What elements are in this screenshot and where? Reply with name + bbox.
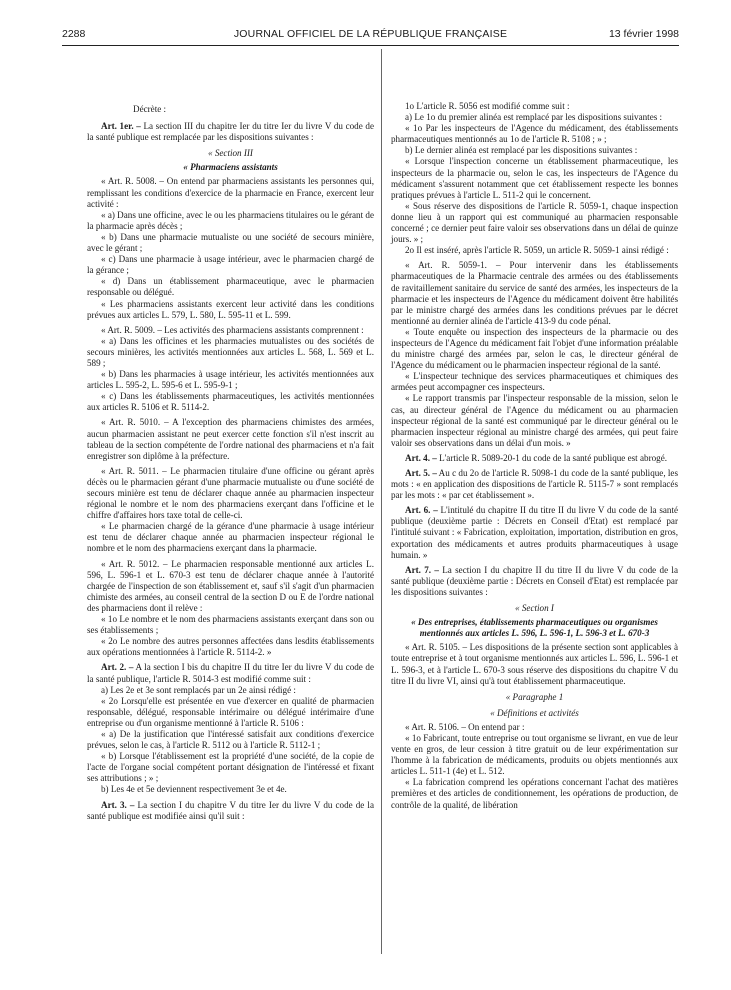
publication-date: 13 février 1998 <box>608 28 679 40</box>
paragraph-text: 1o L'article R. 5056 est modifié comme suit : <box>405 101 570 111</box>
paragraph <box>87 614 374 636</box>
paragraph <box>391 101 678 112</box>
column-separator <box>381 49 382 954</box>
paragraph <box>391 642 678 686</box>
paragraph <box>391 260 678 327</box>
paragraph <box>391 327 678 371</box>
paragraph-text: « La fabrication comprend les opérations concernant l'achat des matières premières et des articles de conditionnement, les opérations de production, de contrôle de la qualité, de libération <box>391 777 678 810</box>
paragraph <box>391 123 678 145</box>
paragraph-text: « 2o Le nombre des autres personnes affectées dans lesdits établissements aux opérations mentionnées à l'article R. 5114-2. » <box>87 636 374 658</box>
paragraph <box>87 466 374 521</box>
paragraph <box>87 417 374 461</box>
paragraph-text: « a) Dans les officines et les pharmacies mutualistes ou des sociétés de secours minières, les activités mentionnées aux articles L. 568, L. 569 et L. 589 ; <box>87 335 374 368</box>
paragraph <box>391 722 678 733</box>
paragraph <box>391 617 678 639</box>
paragraph-text: « c) Dans une pharmacie à usage intérieur, avec le pharmacien chargé de la gérance ; <box>87 254 374 276</box>
paragraph-text: « Art. R. 5009. – Les activités des pharmaciens assistants comprennent : <box>101 324 364 335</box>
paragraph-text: « c) Dans les établissements pharmaceutiques, les activités mentionnées aux articles R. 5106 et R. 5114-2. <box>87 391 374 413</box>
paragraph <box>87 696 374 729</box>
paragraph-text: « d) Dans un établissement pharmaceutique, avec le pharmacien responsable ou délégué. <box>87 276 374 298</box>
paragraph <box>87 104 374 115</box>
paragraph-text: A la section I bis du chapitre II du titre Ier du livre V du code de la santé publique, l'article R. 5014-3 est modifié comme suit : <box>87 662 375 684</box>
paragraph-text: « Art. R. 5059-1. – Pour intervenir dans les établissements pharmaceutiques de la Pharmacie centrale des armées ou des établissements de ravitaillement sanitaire du service de santé des armées, les inspecteurs de la pharmacie et les inspecteurs de l'Agence du médicament doivent être habilités par le ministre chargé des armées dans les conditions prévues par le décret mentionné au dernier alinéa de l'article 413-9 du code pénal. <box>391 260 678 326</box>
paragraph-text: « a) De la justification que l'intéressé satisfait aux conditions d'exercice prévues, selon le cas, à l'article R. 5112 ou à l'article R. 5112-1 ; <box>87 728 374 751</box>
page-header <box>62 28 679 46</box>
paragraph-text: « b) Dans les pharmacies à usage intérieur, les activités mentionnées aux articles L. 595-2, L. 595-6 et L. 595-9-1 ; <box>87 369 374 391</box>
paragraph-text: « 1o Le nombre et le nom des pharmaciens assistants exerçant dans son ou ses établissements ; <box>87 614 374 636</box>
paragraph <box>391 245 678 256</box>
paragraph-text: « Art. R. 5105. – Les dispositions de la présente section sont applicables à toute entreprise et à tout organisme mentionnés aux articles L. 596, L. 596-1 et L. 596-3, et à l'article L. 670-3 sous réserve des dispositions du chapitre V du titre II du livre VI, ainsi qu'à tout établissement pharmaceutique. <box>391 642 678 686</box>
paragraph-text: « Pharmaciens assistants <box>183 162 278 173</box>
paragraph <box>87 369 374 391</box>
paragraph-text: b) Les 4e et 5e deviennent respectivement 3e et 4e. <box>101 784 287 795</box>
paragraph-text: Au c du 2o de l'article R. 5098-1 du code de la santé publique, les mots : « en application des dispositions de l'article R. 5115-7 » sont remplacés par les mots : « par cet établissement ». <box>391 468 678 501</box>
paragraph-text: b) Le dernier alinéa est remplacé par les dispositions suivantes : <box>405 145 638 156</box>
paragraph <box>87 521 374 554</box>
paragraph-text: a) Le 1o du premier alinéa est remplacé par les dispositions suivantes : <box>405 112 663 123</box>
paragraph-text: « L'inspecteur technique des services pharmaceutiques et chimiques des armées peut accompagner ces inspecteurs. <box>391 371 678 393</box>
paragraph-text: a) Les 2e et 3e sont remplacés par un 2e ainsi rédigé : <box>101 684 296 695</box>
article-label: Art. 5. – <box>405 468 437 478</box>
paragraph <box>391 603 678 614</box>
paragraph-text: « 1o Par les inspecteurs de l'Agence du médicament, des établissements pharmaceutiques mentionnés au 1o de l'article R. 5108 ; » ; <box>391 123 678 145</box>
paragraph-text: L'intitulé du chapitre II du titre II du livre V du code de la santé publique (deuxième partie : Décrets en Conseil d'Etat) est remplacé par l'intitulé suivant : « Fabrication, exploitation, importation, distribution en gros, exportation des médicaments et autres produits pharmaceutiques à usage humain. » <box>391 505 679 560</box>
paragraph <box>391 565 678 598</box>
paragraph <box>87 729 374 751</box>
paragraph-text: « 1o Fabricant, toute entreprise ou tout organisme se livrant, en vue de leur vente en gros, de leur cession à titre gratuit ou de leur expérimentation sur l'homme à la fabrication de médicaments, produits ou objets mentionnés aux articles L. 511-1 (4e) et L. 512. <box>391 732 678 777</box>
paragraph <box>391 777 678 810</box>
paragraph-text: « a) Dans une officine, avec le ou les pharmaciens titulaires ou le gérant de la pharmacie après décès ; <box>87 209 374 231</box>
paragraph-text: La section III du chapitre Ier du titre Ier du livre V du code de la santé publique est remplacée par les dispositions suivantes : <box>87 121 374 143</box>
paragraph <box>391 371 678 393</box>
paragraph-text: « Section III <box>208 148 253 159</box>
paragraph-text: « Art. R. 5106. – On entend par : <box>405 721 525 732</box>
paragraph-text: L'article R. 5089-20-1 du code de la santé publique est abrogé. <box>436 452 668 463</box>
header-rule <box>62 45 679 46</box>
paragraph <box>391 145 678 156</box>
paragraph-text: « Le rapport transmis par l'inspecteur responsable de la mission, selon le cas, au directeur général de l'Agence du médicament ou au pharmacien inspecteur régional de la santé est communiqué par le directeur général ou le pharmacien inspecteur régional au ministre chargé des armées, qui peut faire valoir ses observations dans un délai d'un mois. » <box>391 393 678 448</box>
article-label: Art. 1er. – <box>101 121 141 132</box>
paragraph <box>87 662 374 684</box>
paragraph <box>391 468 678 501</box>
article-label: Art. 4. – <box>405 452 437 463</box>
paragraph <box>391 708 678 719</box>
paragraph <box>391 453 678 464</box>
paragraph <box>391 156 678 200</box>
paragraph <box>87 784 374 795</box>
paragraph-text: « Des entreprises, établissements pharmaceutiques ou organismes mentionnés aux articles L. 596, L. 596-1, L. 596-3 et L. 670-3 <box>411 617 658 639</box>
paragraph-text: « b) Dans une pharmacie mutualiste ou une société de secours minière, avec le gérant ; <box>87 231 374 254</box>
paragraph-text: 2o Il est inséré, après l'article R. 5059, un article R. 5059-1 ainsi rédigé : <box>405 245 669 256</box>
paragraph-text: « Art. R. 5010. – A l'exception des pharmaciens chimistes des armées, aucun pharmacien assistant ne peut exercer cette fonction s'il n'est inscrit au tableau de la section compétente de l'ordre national des pharmaciens et n'a fait enregistrer son diplôme à la préfecture. <box>87 417 374 461</box>
paragraph <box>87 232 374 254</box>
page-number: 2288 <box>62 28 86 40</box>
paragraph <box>87 800 374 822</box>
paragraph-text: La section I du chapitre V du titre Ier du livre V du code de la santé publique est modifiée ainsi qu'il suit : <box>87 799 374 821</box>
paragraph <box>87 148 374 159</box>
paragraph <box>87 299 374 321</box>
paragraph <box>87 121 374 143</box>
article-label: Art. 3. – <box>101 799 135 810</box>
paragraph-text: Décrète : <box>133 104 167 114</box>
paragraph <box>391 505 678 560</box>
paragraph-text: « Art. R. 5012. – Le pharmacien responsable mentionné aux articles L. 596, L. 596-1 et L. 670-3 est tenu de déclarer chaque année à l'autorité chargée de l'inspection de son établissement et, sauf s'il s'agit d'un pharmacien chimiste des armées, au conseil central de la section D ou E de l'ordre national des pharmaciens dont il relève : <box>87 558 374 613</box>
paragraph <box>87 276 374 298</box>
paragraph-text: « Art. R. 5008. – On entend par pharmaciens assistants les personnes qui, remplissant les conditions d'exercice de la pharmacie en France, exercent leur activité : <box>87 176 374 209</box>
journal-title: JOURNAL OFFICIEL DE LA RÉPUBLIQUE FRANÇAISE <box>233 28 508 40</box>
paragraph <box>87 751 374 784</box>
article-label: Art. 7. – <box>405 564 439 575</box>
paragraph-text: « Paragraphe 1 <box>505 691 564 702</box>
paragraph-text: « Définitions et activités <box>490 707 579 718</box>
paragraph-text: « Art. R. 5011. – Le pharmacien titulaire d'une officine ou gérant après décès ou le pharmacien gérant d'une pharmacie mutualiste ou d'une société de secours minière est tenu de déclarer chaque année au pharmacien inspecteur régional le nombre et le nom des pharmaciens exerçant dans l'officine et le chiffre d'affaires hors taxe total de celle-ci. <box>87 465 374 521</box>
paragraph <box>391 692 678 703</box>
paragraph <box>391 112 678 123</box>
paragraph <box>391 733 678 777</box>
paragraph <box>87 176 374 209</box>
paragraph-text: « Les pharmaciens assistants exercent leur activité dans les conditions prévues aux articles L. 579, L. 580, L. 595-11 et L. 599. <box>87 298 374 320</box>
paragraph-text: « Sous réserve des dispositions de l'article R. 5059-1, chaque inspection donne lieu à un rapport qui est communiqué au pharmacien responsable concerné ; ce dernier peut faire valoir ses observations dans un délai de quinze jours. » ; <box>391 200 678 245</box>
article-label: Art. 2. – <box>101 662 134 673</box>
paragraph-text: « Toute enquête ou inspection des inspecteurs de la pharmacie ou des inspecteurs de l'Agence du médicament fait l'objet d'une information préalable du ministre chargé des armées par, selon le cas, le directeur général de l'Agence du médicament ou le pharmacien inspecteur régional de la santé. <box>391 326 678 371</box>
paragraph <box>391 201 678 245</box>
paragraph <box>87 162 374 173</box>
paragraph-text: « Lorsque l'inspection concerne un établissement pharmaceutique, les inspecteurs de la pharmacie ou, selon le cas, les inspecteurs de l'Agence du médicament s'assurent notamment que cet établissement respecte les bonnes pratiques prévues à l'article L. 511-2 qui le concernent. <box>391 156 678 200</box>
paragraph <box>87 636 374 658</box>
paragraph <box>87 391 374 413</box>
paragraph <box>87 336 374 369</box>
left-column <box>87 104 374 822</box>
paragraph <box>87 325 374 336</box>
article-label: Art. 6. – <box>405 505 438 516</box>
paragraph <box>87 254 374 276</box>
paragraph <box>87 685 374 696</box>
paragraph-text: « Section I <box>515 603 554 614</box>
right-column <box>391 101 678 811</box>
paragraph <box>391 393 678 448</box>
paragraph <box>87 210 374 232</box>
paragraph-text: « Le pharmacien chargé de la gérance d'une pharmacie à usage intérieur est tenu de déclarer chaque année au pharmacien inspecteur régional le nombre et le nom des pharmaciens exerçant dans la pharmacie. <box>87 521 374 554</box>
paragraph-text: « b) Lorsque l'établissement est la propriété d'une société, de la copie de l'acte de l'organe social compétent portant désignation de l'intéressé et fixant ses attributions ; » ; <box>87 751 374 784</box>
paragraph-text: La section I du chapitre II du titre II du livre V du code de la santé publique (deuxième partie : Décrets en Conseil d'Etat) est remplacée par les dispositions suivantes : <box>391 564 678 597</box>
paragraph-text: « 2o Lorsqu'elle est présentée en vue d'exercer en qualité de pharmacien responsable, délégué, responsable intérimaire ou délégué intérimaire d'une entreprise ou d'un organisme mentionné à l'article R. 5106 : <box>87 695 374 728</box>
paragraph <box>87 559 374 614</box>
